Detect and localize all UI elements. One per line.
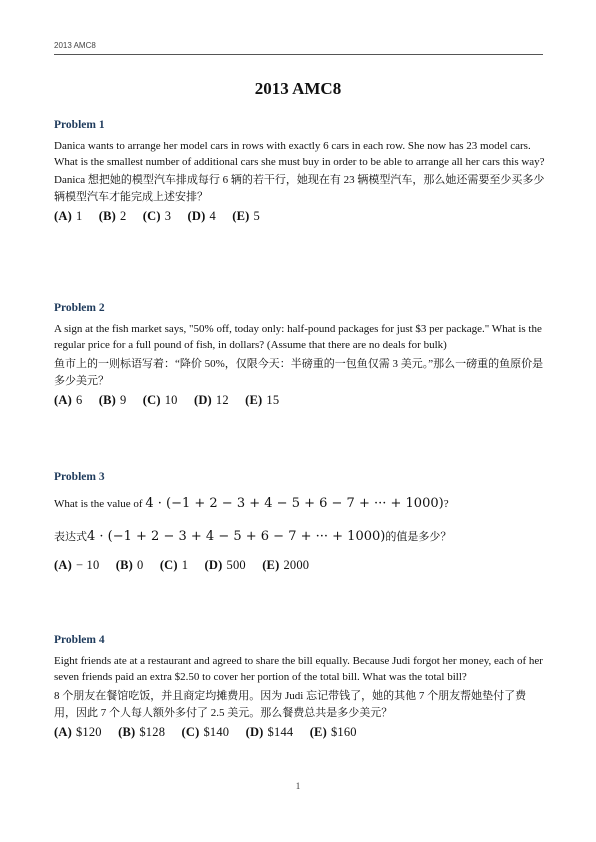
- answer-choices: [54, 558, 546, 573]
- problem-text-english: Eight friends ate at a restaurant and agreed to share the bill equally. Because Judi forgot her money, each of her seven friends paid an extra $2.50 to cover her portion of the total bill. What was the total bill?: [54, 655, 543, 683]
- choice-e: (E) 5: [232, 209, 260, 223]
- math-expression: 4 · (−1 + 2 − 3 + 4 − 5 + 6 − 7 + ··· + 1000): [145, 496, 444, 511]
- choice-c: (C) $140: [181, 725, 230, 739]
- problem-text-english: Danica wants to arrange her model cars in rows with exactly 6 cars in each row. She now has 23 model cars. What is the smallest number of additional cars she must buy in order to be able to arrange all her cars this way?: [54, 140, 545, 168]
- choice-e: (E) $160: [309, 725, 357, 739]
- choice-a: (A) − 10: [54, 558, 100, 572]
- problem-title: Problem 4: [54, 634, 105, 646]
- answer-choices: [54, 209, 546, 224]
- choice-e: (E) 15: [245, 393, 280, 407]
- problem-title: Problem 1: [54, 119, 105, 131]
- problem-title: Problem 3: [54, 471, 105, 483]
- choice-a: (A) 6: [54, 393, 83, 407]
- choice-b: (B) $128: [118, 725, 166, 739]
- problem-3: [54, 471, 546, 573]
- choice-d: (D) $144: [245, 725, 294, 739]
- choice-d: (D) 4: [187, 209, 216, 223]
- choice-c: (C) 10: [142, 393, 178, 407]
- answer-choices: [54, 725, 546, 740]
- problem-text-english: What is the value of 4 · (−1 + 2 − 3 + 4 − 5 + 6 − 7 + ··· + 1000)?: [54, 496, 449, 511]
- choice-e: (E) 2000: [262, 558, 310, 572]
- choice-b: (B) 9: [98, 393, 127, 407]
- running-header: 2013 AMC8: [54, 41, 96, 50]
- problem-text-chinese: Danica 想把她的模型汽车排成每行 6 辆的若干行，她现在有 23 辆模型汽车，那么她还需要至少买多少辆模型汽车才能完成上述安排？: [54, 174, 545, 203]
- problem-text-chinese: 表达式4 · (−1 + 2 − 3 + 4 − 5 + 6 − 7 + ··· + 1000)的值是多少？: [54, 529, 452, 544]
- choice-d: (D) 500: [204, 558, 246, 572]
- document-title: 2013 AMC8: [254, 79, 342, 98]
- problem-1: [54, 119, 546, 224]
- choice-a: (A) 1: [54, 209, 83, 223]
- problem-text-chinese: 鱼市上的一则标语写着：“降价 50%，仅限今天：半磅重的一包鱼仅需 3 美元。”那么一磅重的鱼原价是多少美元？: [54, 358, 544, 387]
- math-expression: 4 · (−1 + 2 − 3 + 4 − 5 + 6 − 7 + ··· + 1000): [87, 529, 386, 544]
- choice-a: (A) $120: [54, 725, 102, 739]
- header-divider: [54, 54, 543, 55]
- problem-4: [54, 634, 546, 740]
- problem-text-chinese: 8 个朋友在餐馆吃饭，并且商定均摊费用。因为 Judi 忘记带钱了，她的其他 7 个朋友帮她垫付了费用，因此 7 个人每人额外多付了 2.5 美元。那么餐费总共是多少美元？: [54, 690, 527, 719]
- page-number: 1: [295, 781, 301, 791]
- problem-title: Problem 2: [54, 302, 105, 314]
- problem-2: [54, 302, 546, 408]
- choice-c: (C) 1: [159, 558, 189, 572]
- choice-b: (B) 0: [115, 558, 144, 572]
- problem-text-english: A sign at the fish market says, "50% off, today only: half-pound packages for just $3 per package." What is the regular price for a full pound of fish, in dollars? (Assume that there are no deals for bulk): [54, 323, 542, 351]
- choice-d: (D) 12: [193, 393, 229, 407]
- choice-b: (B) 2: [98, 209, 127, 223]
- choice-c: (C) 3: [142, 209, 172, 223]
- answer-choices: [54, 393, 546, 408]
